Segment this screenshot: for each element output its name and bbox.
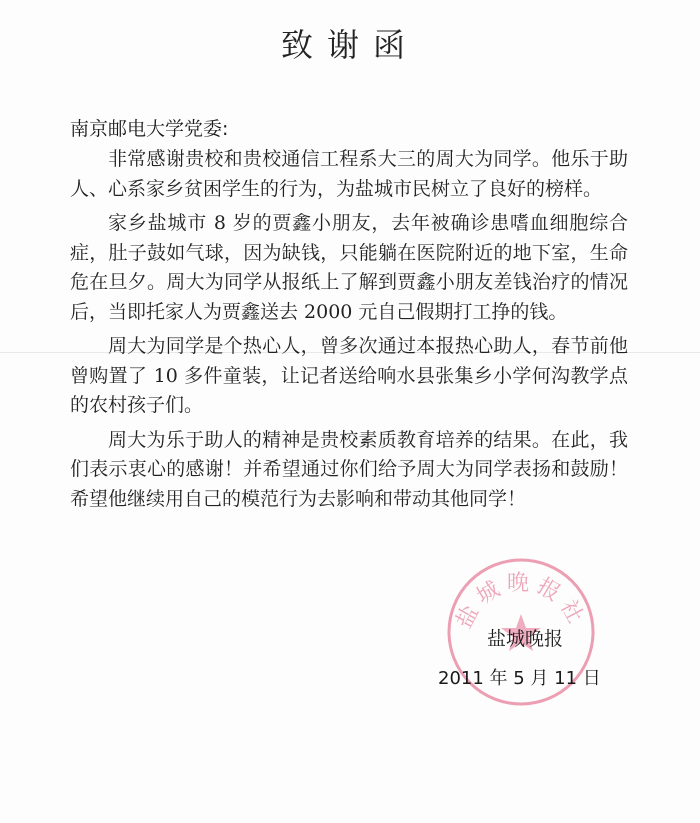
paragraph-2: 家乡盐城市 8 岁的贾鑫小朋友，去年被确诊患嗜血细胞综合症，肚子鼓如气球，因为缺钱，只能躺在医院附近的地下室，生命危在旦夕。周大为同学从报纸上了解到贾鑫小朋友差钱治疗的情况后，当即托家人为贾鑫送去 2000 元自己假期打工挣的钱。 — [70, 212, 628, 323]
letter-date: 2011 年 5 月 11 日 — [438, 668, 601, 689]
salutation: 南京邮电大学党委: — [70, 118, 229, 140]
paragraph-4: 周大为乐于助人的精神是贵校素质教育培养的结果。在此，我们表示衷心的感谢！并希望通过你们给予周大为同学表扬和鼓励！希望他继续用自己的模范行为去影响和带动其他同学！ — [70, 428, 628, 510]
letter-title: 致谢函 — [280, 26, 419, 64]
sender-name: 盐城晚报 — [487, 628, 564, 650]
stamp-text: 盐城晚报社 — [451, 571, 591, 633]
letter-body — [70, 145, 628, 519]
paragraph-1: 非常感谢贵校和贵校通信工程系大三的周大为同学。他乐于助人、心系家乡贫困学生的行为，为盐城市民树立了良好的榜样。 — [70, 148, 628, 200]
paragraph-3: 周大为同学是个热心人，曾多次通过本报热心助人，春节前他曾购置了 10 多件童装，让记者送给响水县张集乡小学何沟教学点的农村孩子们。 — [70, 335, 628, 416]
